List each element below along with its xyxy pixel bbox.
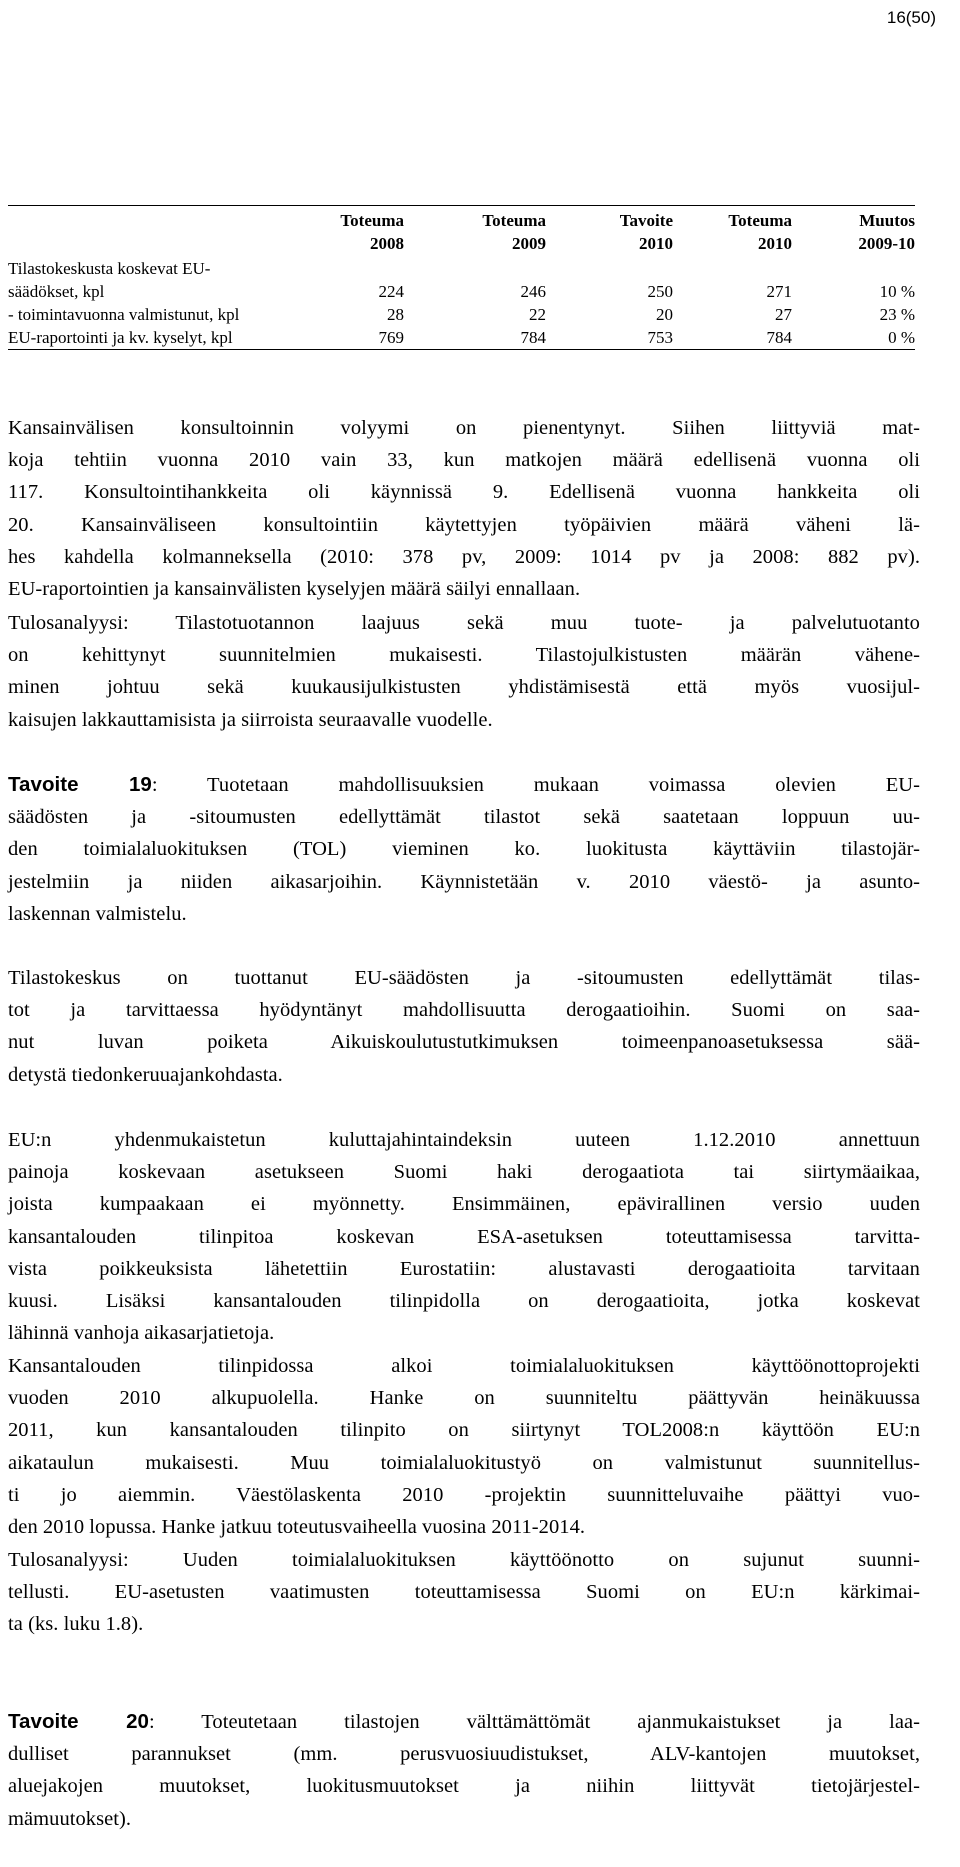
table-header-cell: Tavoite 2010 [619,211,673,253]
table-cell: 224 [378,282,404,301]
table-row [8,326,915,350]
table-row-label: EU-raportointi ja kv. kyselyt, kpl [8,328,233,347]
table-row [8,280,915,303]
paragraph-eu-regulations [8,962,920,1091]
table-cell: 28 [387,305,404,324]
text-line: laskennan valmistelu. [8,902,187,925]
table-cell: 250 [647,282,673,301]
table-cell [792,257,915,280]
text-line: tellusti. EU-asetusten vaatimusten toteuttamisessa Suomi on EU:n kärkimai- [8,1581,920,1604]
table-header-cell: Toteuma 2008 [340,211,404,253]
table-row-label: Tilastokeskusta koskevat EU- [8,259,211,278]
text-line: 117. Konsultointihankkeita oli käynnissä 9. Edellisenä vuonna hankkeita oli [8,481,920,504]
text-line: kansantalouden tilinpitoa koskevan ESA-asetuksen toteuttamisessa tarvitta- [8,1225,920,1248]
text-line: Tulosanalyysi: Tilastotuotannon laajuus sekä muu tuote- ja palvelutuotanto [8,612,920,634]
text-line: EU:n yhdenmukaistetun kuluttajahintaindeksin uuteen 1.12.2010 annettuun [8,1129,920,1151]
text-fragment: : Tuotetaan mahdollisuuksien mukaan voimassa olevien EU- [151,774,920,796]
text-line: kuusi. Lisäksi kansantalouden tilinpidolla on derogaatioita, jotka koskevat [8,1290,920,1313]
table-cell: 20 [656,305,673,324]
page-number: 16(50) [886,8,936,27]
text-line: painoja koskevaan asetukseen Suomi haki derogaatiota tai siirtymäaikaa, [8,1161,920,1184]
text-line: hes kahdella kolmanneksella (2010: 378 pv, 2009: 1014 pv ja 2008: 882 pv). [8,545,920,568]
table-cell: 271 [766,282,792,301]
text-line: dulliset parannukset (mm. perusvuosiuudistukset, ALV-kantojen muutokset, [8,1743,920,1766]
text-line: vista poikkeuksista lähetettiin Eurostatiin: alustavasti derogaatioita tarvitaan [8,1257,920,1280]
paragraph-goal-20 [8,1706,920,1835]
text-line: den toimialaluokituksen (TOL) vieminen ko. luokitusta käyttäviin tilastojär- [8,838,920,861]
text-line: Tulosanalyysi: Uuden toimialaluokituksen käyttöönotto on sujunut suunni- [8,1549,920,1571]
text-line: koja tehtiin vuonna 2010 vain 33, kun matkojen määrä edellisenä vuonna oli [8,449,920,472]
table-cell: 784 [520,328,546,347]
table-header-cell [8,206,256,258]
text-line: den 2010 lopussa. Hanke jatkuu toteutusvaiheella vuosina 2011-2014. [8,1516,586,1539]
table-cell: 23 % [879,305,915,324]
text-line: 20. Kansainväliseen konsultointiin käytettyjen työpäivien määrä väheni lä- [8,513,920,536]
table-header-row [8,206,915,258]
table-cell [546,257,673,280]
table-row-label: säädökset, kpl [8,282,105,301]
text-line: aluejakojen muutokset, luokitusmuutokset ja niihin liittyvät tietojärjestel- [8,1775,920,1798]
table-header-cell: Toteuma 2009 [482,211,546,253]
paragraph-national-accounts [8,1350,920,1543]
table-row-label: - toimintavuonna valmistunut, kpl [8,305,240,324]
table-cell: 784 [766,328,792,347]
table-cell: 22 [529,305,546,324]
table-header-cell: Toteuma 2010 [728,211,792,253]
text-line: 2011, kun kansantalouden tilinpito on siirtynyt TOL2008:n käyttöön EU:n [8,1419,920,1442]
text-line: aikataulun mukaisesti. Muu toimialaluokitustyö on valmistunut suunnitellus- [8,1451,920,1474]
text-line [8,769,920,801]
paragraph-result-analysis-2 [8,1544,920,1641]
text-line: nut luvan poiketa Aikuiskoulutustutkimuksen toimeenpanoasetuksessa sää- [8,1031,920,1054]
text-line: on kehittynyt suunnitelmien mukaisesti. Tilastojulkistusten määrän vähene- [8,644,920,667]
text-line: mämuutokset). [8,1807,132,1830]
paragraph-consumer-price-index [8,1124,920,1349]
text-line: Tilastokeskus on tuottanut EU-säädösten ja -sitoumusten edellyttämät tilas- [8,967,920,989]
goal-20-heading: Tavoite 20 [8,1710,149,1733]
text-line: lähinnä vanhoja aikasarjatietoja. [8,1322,275,1345]
text-line: joista kumpaakaan ei myönnetty. Ensimmäinen, epävirallinen versio uuden [8,1193,920,1216]
text-line: Kansantalouden tilinpidossa alkoi toimialaluokituksen käyttöönottoprojekti [8,1355,920,1377]
table-cell: 10 % [879,282,915,301]
text-line [8,1706,920,1738]
text-line: tot ja tarvittaessa hyödyntänyt mahdollisuutta derogaatioihin. Suomi on saa- [8,999,920,1022]
table-header-cell: Muutos 2009-10 [858,211,915,253]
table-cell: 27 [775,305,792,324]
table-cell: 769 [378,328,404,347]
text-line: minen johtuu sekä kuukausijulkistusten yhdistämisestä että myös vuosijul- [8,676,920,699]
paragraph-consulting [8,412,920,605]
table-cell: 0 % [888,328,915,347]
table-row [8,303,915,326]
text-line: kaisujen lakkauttamisista ja siirroista seuraavalle vuodelle. [8,708,493,731]
paragraph-result-analysis-1 [8,607,920,736]
table-cell [673,257,792,280]
paragraph-goal-19 [8,769,920,930]
table-cell: 753 [647,328,673,347]
table-cell: 246 [520,282,546,301]
goal-19-heading: Tavoite 19 [8,773,152,796]
statistics-table [8,205,915,350]
text-line: jestelmiin ja niiden aikasarjoihin. Käynnistetään v. 2010 väestö- ja asunto- [8,870,920,893]
text-line: Kansainvälisen konsultoinnin volyymi on pienentynyt. Siihen liittyviä mat- [8,417,920,439]
text-fragment: : Toteutetaan tilastojen välttämättömät ajanmukaistukset ja laa- [149,1711,921,1733]
text-line: detystä tiedonkeruuajankohdasta. [8,1063,283,1086]
table-row [8,257,915,280]
text-line: EU-raportointien ja kansainvälisten kyselyjen määrä säilyi ennallaan. [8,578,581,601]
text-line: ti jo aiemmin. Väestölaskenta 2010 -projektin suunnitteluvaihe päättyi vuo- [8,1483,920,1506]
text-line: vuoden 2010 alkupuolella. Hanke on suunniteltu päättyvän heinäkuussa [8,1387,920,1410]
table-cell [256,257,404,280]
text-line: säädösten ja -sitoumusten edellyttämät tilastot sekä saatetaan loppuun uu- [8,806,920,829]
text-line: ta (ks. luku 1.8). [8,1613,144,1636]
table-cell [404,257,546,280]
